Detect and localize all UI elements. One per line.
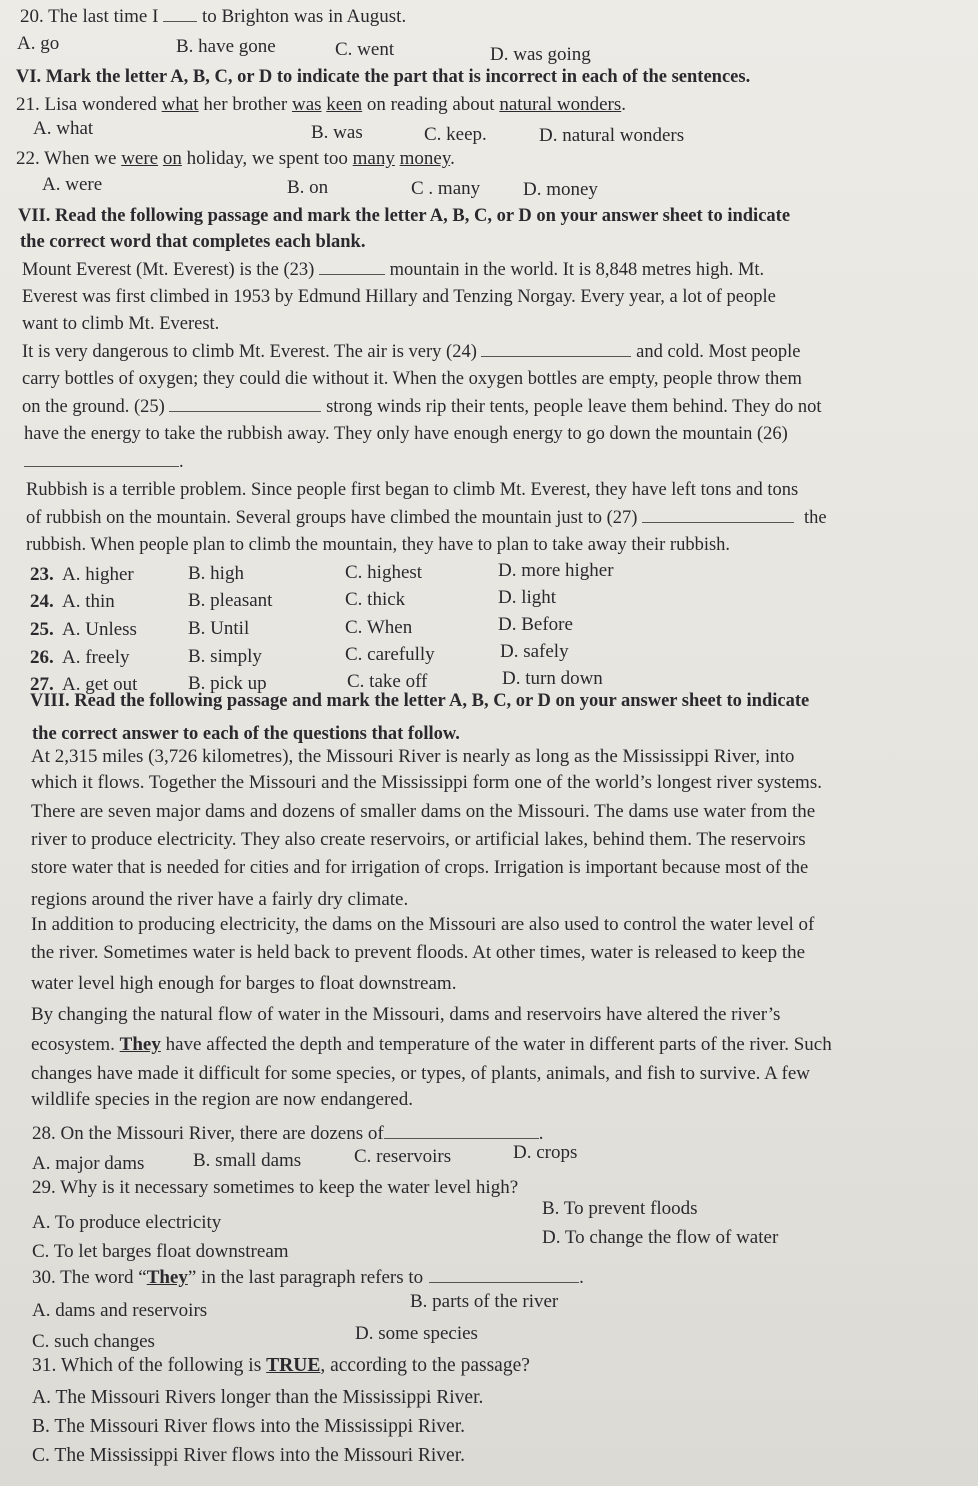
q21-option-c: C. keep.	[424, 124, 487, 145]
q30-word: They	[146, 1267, 188, 1288]
passage7-text: It is very dangerous to climb Mt. Everest. The air is very (24)	[22, 342, 482, 362]
q22-part: 22. When we	[16, 148, 122, 169]
answer-option-c: C. highest	[345, 562, 423, 583]
q31-stem	[32, 1354, 530, 1378]
q30-stem-text: ” in the last paragraph refers to	[187, 1267, 424, 1288]
section8-heading-line1: VIII. Read the following passage and mark the letter A, B, C, or D on your answer sheet to indicate	[30, 691, 810, 711]
q22-option-a: A. were	[42, 174, 103, 195]
q30-option-b: B. parts of the river	[410, 1291, 559, 1312]
passage8-line: changes have made it difficult for some species, or types, of plants, animals, and fish to survive. A few	[31, 1063, 810, 1084]
passage8-line: In addition to producing electricity, the dams on the Missouri are also used to control the water level of	[31, 914, 815, 935]
answer-option-c: C. When	[345, 617, 413, 638]
q22-part-a: were	[121, 148, 159, 169]
q20-stem-b: to Brighton was in August.	[197, 6, 407, 27]
q28-stem-text: 28. On the Missouri River, there are dozens of	[32, 1123, 384, 1144]
section6-heading: VI. Mark the letter A, B, C, or D to indicate the part that is incorrect in each of the sentences.	[16, 67, 751, 87]
q22-stem	[16, 147, 455, 171]
q31-option-b: B. The Missouri River flows into the Mississippi River.	[32, 1416, 465, 1437]
answer-label: 26.	[30, 647, 54, 668]
passage7-text: strong winds rip their tents, people leave them behind. They do not	[321, 397, 822, 417]
passage8-text: have affected the depth and temperature of the water in different parts of the river. Such	[160, 1034, 832, 1055]
q31-stem-text: , according to the passage?	[320, 1355, 530, 1376]
blank-26	[24, 450, 179, 467]
passage7-line: Everest was first climbed in 1953 by Edmund Hillary and Tenzing Norgay. Every year, a lot of people	[22, 287, 776, 307]
answer-option-d: D. light	[498, 587, 557, 608]
q29-stem: 29. Why is it necessary sometimes to keep the water level high?	[32, 1177, 519, 1198]
q20-stem-a: 20. The last time I	[20, 6, 164, 27]
section7-heading-line1: VII. Read the following passage and mark the letter A, B, C, or D on your answer sheet to indicate	[18, 206, 791, 226]
passage8-line: There are seven major dams and dozens of smaller dams on the Missouri. The dams use water from the	[31, 801, 816, 822]
q21-part-d: natural wonders	[499, 94, 622, 115]
passage7-line	[22, 258, 764, 282]
passage7-text: and cold. Most people	[631, 342, 801, 362]
q28-stem	[32, 1122, 543, 1146]
passage7-text: the	[804, 508, 827, 528]
answer-option-d: D. more higher	[498, 560, 614, 581]
passage7-line: rubbish. When people plan to climb the mountain, they have to plan to take away their rubbish.	[26, 535, 731, 555]
q30-option-d: D. some species	[355, 1323, 478, 1344]
q22-part: .	[450, 148, 455, 169]
blank-24	[481, 340, 631, 357]
q29-option-c: C. To let barges float downstream	[32, 1241, 289, 1262]
q31-word: TRUE	[266, 1355, 321, 1376]
answer-option-b: B. high	[188, 563, 244, 584]
q22-part-b: on	[162, 148, 182, 169]
passage8-line: water level high enough for barges to float downstream.	[31, 973, 457, 994]
q20-option-d: D. was going	[490, 44, 591, 65]
q21-part: on reading about	[362, 94, 500, 115]
q29-option-d: D. To change the flow of water	[542, 1227, 779, 1248]
q30-option-a: A. dams and reservoirs	[32, 1300, 208, 1321]
answer-option-b: B. pick up	[188, 673, 267, 694]
passage7-text: mountain in the world. It is 8,848 metres high. Mt.	[384, 260, 765, 280]
q31-option-c: C. The Mississippi River flows into the Missouri River.	[32, 1445, 465, 1466]
q31-stem-text: 31. Which of the following is	[32, 1355, 267, 1376]
blank-25	[169, 395, 321, 412]
answer-option-a: A. get out	[62, 674, 138, 695]
q30-stem-text: 30. The word “	[32, 1267, 147, 1288]
passage8-line: At 2,315 miles (3,726 kilometres), the Missouri River is nearly as long as the Mississippi River, into	[31, 746, 795, 767]
q20-option-b: B. have gone	[176, 36, 276, 57]
passage7-line: have the energy to take the rubbish away. They only have enough energy to go down the mountain (26)	[24, 424, 788, 444]
q21-option-b: B. was	[311, 122, 363, 143]
q21-part: her brother	[198, 94, 292, 115]
q22-part: holiday, we spent too	[181, 148, 353, 169]
q28-option-d: D. crops	[513, 1142, 578, 1163]
q21-stem	[16, 93, 626, 117]
q20-option-a: A. go	[17, 33, 60, 54]
q21-option-d: D. natural wonders	[539, 125, 685, 146]
q29-option-b: B. To prevent floods	[542, 1198, 698, 1219]
q21-option-a: A. what	[33, 118, 94, 139]
q21-part-c: keen	[326, 94, 363, 115]
q22-option-b: B. on	[287, 177, 329, 198]
answer-label: 23.	[30, 564, 54, 585]
q31-option-a: A. The Missouri Rivers longer than the Mississippi River.	[32, 1387, 484, 1408]
passage7-line: carry bottles of oxygen; they could die without it. When the oxygen bottles are empty, people throw them	[22, 369, 802, 389]
passage7-line	[26, 506, 827, 530]
q28-option-c: C. reservoirs	[354, 1146, 452, 1167]
answer-option-b: B. pleasant	[188, 590, 273, 611]
q22-option-c: C . many	[411, 178, 481, 199]
passage7-text: of rubbish on the mountain. Several groups have climbed the mountain just to (27)	[26, 508, 643, 528]
q21-part: .	[621, 94, 626, 115]
passage8-line: store water that is needed for cities and for irrigation of crops. Irrigation is important because most of the	[31, 858, 809, 878]
passage8-line: regions around the river have a fairly dry climate.	[31, 889, 409, 910]
passage7-line	[22, 395, 822, 419]
answer-label: 27.	[30, 674, 54, 695]
passage8-line	[31, 1033, 832, 1057]
passage7-text: on the ground. (25)	[22, 397, 170, 417]
answer-option-d: D. Before	[498, 614, 573, 635]
passage8-line: wildlife species in the region are now endangered.	[31, 1089, 413, 1110]
q30-stem	[32, 1266, 584, 1290]
answer-option-b: B. simply	[188, 646, 262, 667]
passage8-text: ecosystem.	[31, 1034, 120, 1055]
q29-option-a: A. To produce electricity	[32, 1212, 222, 1233]
section8-heading-line2: the correct answer to each of the questions that follow.	[32, 724, 460, 744]
answer-label: 25.	[30, 619, 54, 640]
answer-option-a: A. Unless	[62, 619, 137, 640]
q22-part-d: money	[399, 148, 451, 169]
q20-blank	[163, 5, 197, 22]
q30-blank	[429, 1266, 579, 1283]
q22-option-d: D. money	[523, 179, 598, 200]
q21-part-a: what	[161, 94, 199, 115]
answer-option-c: C. carefully	[345, 644, 435, 665]
answer-option-d: D. safely	[500, 641, 569, 662]
section7-heading-line2: the correct word that completes each blank.	[20, 232, 366, 252]
passage7-line: want to climb Mt. Everest.	[22, 314, 220, 334]
passage7-text: .	[179, 452, 184, 472]
passage8-they: They	[119, 1034, 161, 1055]
q21-part: 21. Lisa wondered	[16, 94, 162, 115]
passage8-line: the river. Sometimes water is held back to prevent floods. At other times, water is released to keep the	[31, 942, 806, 963]
q30-option-c: C. such changes	[32, 1331, 155, 1352]
q28-end: .	[538, 1123, 544, 1144]
q22-part-c: many	[352, 148, 395, 169]
q28-option-b: B. small dams	[193, 1150, 302, 1171]
q20-option-c: C. went	[335, 39, 395, 60]
q30-end: .	[579, 1267, 584, 1288]
answer-option-b: B. Until	[188, 618, 250, 639]
passage7-line: Rubbish is a terrible problem. Since people first began to climb Mt. Everest, they have left tons and tons	[26, 480, 799, 500]
q28-option-a: A. major dams	[32, 1153, 145, 1174]
blank-27	[642, 506, 794, 523]
q20-stem	[20, 5, 406, 29]
answer-option-d: D. turn down	[502, 668, 603, 689]
passage7-text: Mount Everest (Mt. Everest) is the (23)	[22, 260, 319, 280]
q28-blank	[384, 1122, 539, 1139]
answer-option-c: C. thick	[345, 589, 406, 610]
answer-option-c: C. take off	[347, 671, 428, 692]
q21-part-b: was	[291, 94, 322, 115]
passage8-line: By changing the natural flow of water in the Missouri, dams and reservoirs have altered the river’s	[31, 1004, 781, 1025]
passage7-line	[22, 340, 801, 364]
answer-option-a: A. freely	[62, 647, 130, 668]
answer-option-a: A. higher	[62, 564, 134, 585]
blank-23	[319, 258, 385, 275]
answer-label: 24.	[30, 591, 54, 612]
passage7-line	[24, 450, 184, 474]
passage8-line: which it flows. Together the Missouri and the Mississippi form one of the world’s longest river systems.	[31, 772, 822, 793]
passage8-line: river to produce electricity. They also create reservoirs, or artificial lakes, behind them. The reservoirs	[31, 829, 806, 850]
answer-option-a: A. thin	[62, 591, 115, 612]
